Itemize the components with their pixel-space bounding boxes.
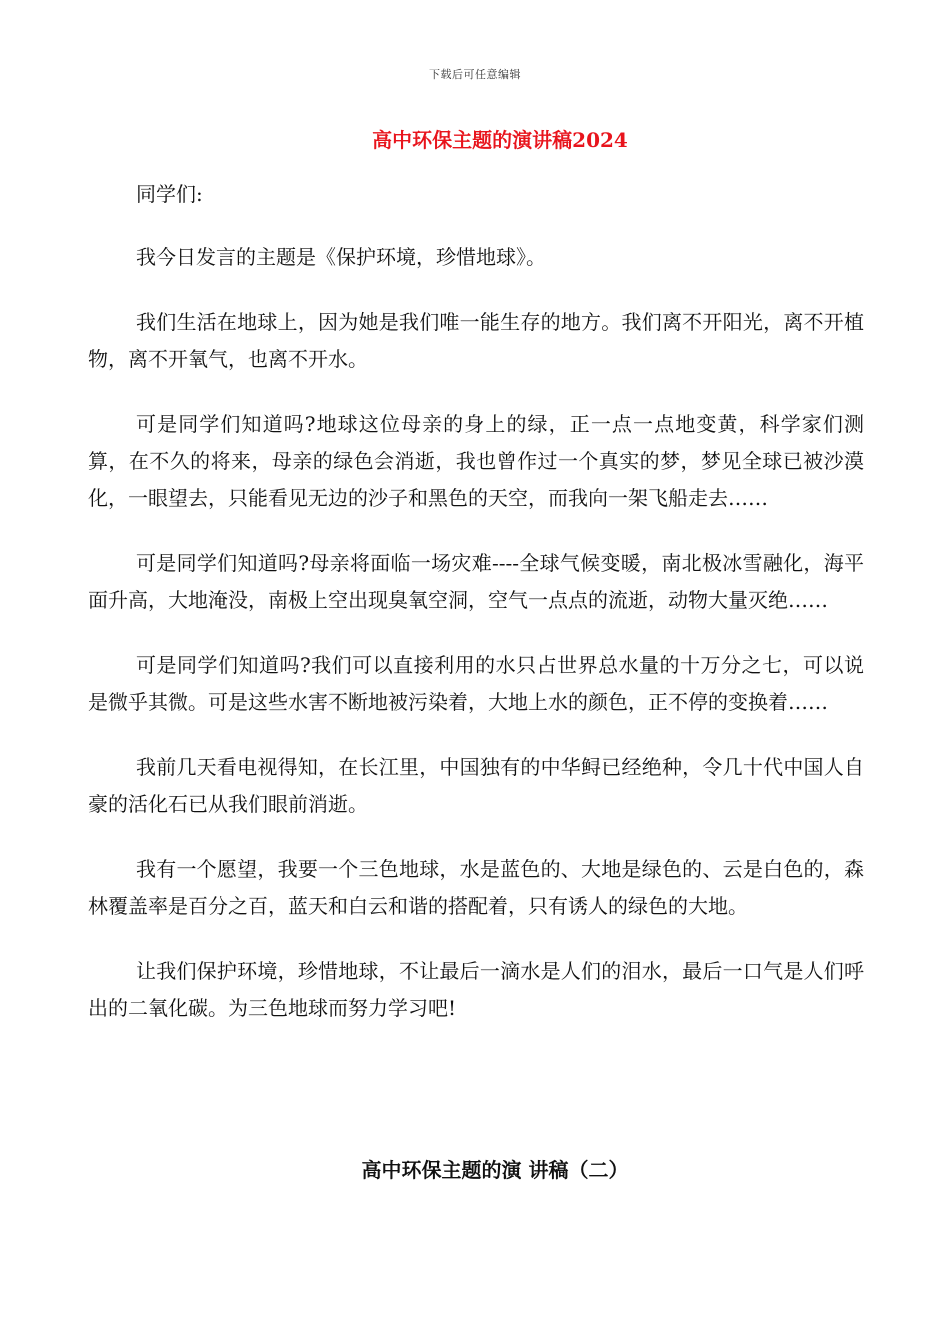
paragraph: 我们生活在地球上，因为她是我们唯一能生存的地方。我们离不开阳光，离不开植物，离不开氧气，也离不开水。 (88, 310, 864, 371)
document-title: 高中环保主题的演讲稿2024 (372, 128, 628, 152)
section-title: 高中环保主题的演 讲稿（二） (361, 1158, 629, 1182)
paragraph: 我前几天看电视得知，在长江里，中国独有的中华鲟已经绝种，令几十代中国人自豪的活化石已从我们眼前消逝。 (88, 755, 864, 816)
paragraph: 让我们保护环境，珍惜地球，不让最后一滴水是人们的泪水，最后一口气是人们呼出的二氧化碳。为三色地球而努力学习吧! (88, 959, 864, 1020)
document-body (88, 176, 864, 1055)
paragraph: 可是同学们知道吗?我们可以直接利用的水只占世界总水量的十万分之七，可以说是微乎其微。可是这些水害不断地被污染着，大地上水的颜色，正不停的变换着…… (88, 653, 864, 714)
paragraph: 我有一个愿望，我要一个三色地球，水是蓝色的、大地是绿色的、云是白色的，森林覆盖率是百分之百，蓝天和白云和谐的搭配着，只有诱人的绿色的大地。 (88, 857, 864, 918)
paragraph-greeting: 同学们: (136, 182, 203, 206)
header-note: 下载后可任意编辑 (429, 68, 521, 81)
paragraph: 我今日发言的主题是《保护环境，珍惜地球》。 (136, 245, 546, 269)
paragraph: 可是同学们知道吗?地球这位母亲的身上的绿，正一点一点地变黄，科学家们测算，在不久的将来，母亲的绿色会消逝，我也曾作过一个真实的梦，梦见全球已被沙漠化，一眼望去，只能看见无边的沙子和黑色的天空，而我向一架飞船走去…… (88, 412, 864, 510)
paragraph: 可是同学们知道吗?母亲将面临一场灾难----全球气候变暖，南北极冰雪融化，海平面升高，大地淹没，南极上空出现臭氧空洞，空气一点点的流逝，动物大量灭绝…… (88, 551, 864, 612)
